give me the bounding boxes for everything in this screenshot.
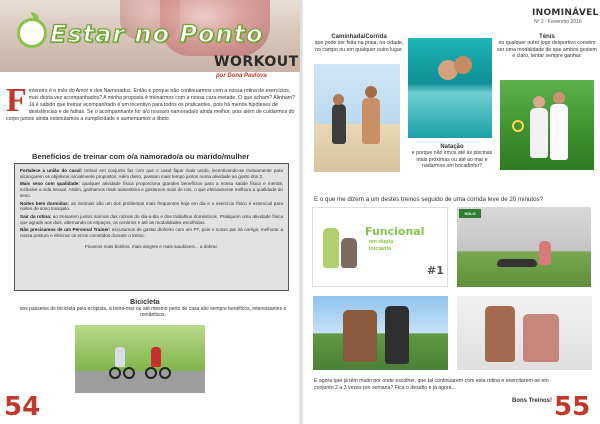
benefit-item bbox=[20, 168, 283, 179]
intro-paragraph-1: evereiro é o mês do Amor e dos Namorados. Então e porque não continuarmos com a nossa rotina de exercícios, mas desta vez acompanhados? A minha proposta é treinarmos com a nossa cara-metade. O que acham? Alinham? bbox=[28, 88, 295, 101]
tennis-text: ou qualquer outro jogo desportivo convém ser uma modalidade de que ambos gostem e claro, tentar sempre ganhar. bbox=[497, 40, 597, 60]
benefit-label: Mais sexo com qualidade: bbox=[20, 181, 80, 187]
exercise-figure bbox=[323, 228, 339, 268]
benefit-label: Fortalece a união do casal: bbox=[20, 168, 83, 173]
apple-icon bbox=[17, 18, 47, 48]
bicycle-title: Bicicleta bbox=[130, 297, 160, 306]
benefit-text: escusamos de gastar dinheiro com um PT, pois o nosso par irá corrigir, melhorar a nossa postura e eliminar os erros cometidos durante o treino. bbox=[20, 227, 284, 239]
functional-workout-graphic bbox=[312, 207, 448, 287]
benefit-text: qualquer atividade física proporciona grandes benefícios para a nossa saúde física e mental, inclusive a vida sexual. Assim, ganhamos mais autoestima e gostamos mais de nós, o que efetivamente melhora a qualidade do sexo. bbox=[20, 181, 283, 198]
tennis-player-head bbox=[533, 96, 545, 108]
solo-tag: SOLO bbox=[459, 209, 481, 218]
fitness-man bbox=[343, 310, 377, 362]
final-sign: Bons Treinos! bbox=[512, 398, 553, 404]
bike-wheel bbox=[123, 367, 135, 379]
benefit-item bbox=[20, 201, 283, 212]
running-photo bbox=[314, 64, 400, 172]
runner-head bbox=[333, 94, 344, 105]
swimming-text: e porque não irmos até às piscinas mais próximas ou até ao mar e nadarmos um bocadinho? bbox=[411, 150, 493, 170]
benefit-item bbox=[20, 214, 283, 225]
final-text: E agora que já têm muito por onde escolher, que tal continuarem com esta rotina e exercitarem-se em conjunto 2 a 3 vezes por semana? Fica o desafio e já agora... bbox=[314, 378, 549, 391]
fitness-woman bbox=[385, 306, 409, 364]
rider-1 bbox=[115, 347, 125, 367]
workout-question: E o que me dizem a um destes treinos seguido de uma corrida leve de 20 minutos? bbox=[314, 196, 544, 203]
bicycle-photo bbox=[75, 325, 205, 393]
runner-head bbox=[365, 86, 377, 98]
bike-wheel bbox=[159, 367, 171, 379]
benefit-text: as insónias são um dos problemas mais frequentes hoje em dia e o exercício físico é essencial para noites de sono tranquilo. bbox=[20, 200, 283, 212]
tennis-caption bbox=[496, 34, 598, 60]
functional-title: Funcional bbox=[365, 225, 425, 238]
section-title: Estar no Ponto bbox=[50, 20, 264, 48]
tennis-player-head bbox=[553, 92, 565, 104]
swimmer-head bbox=[454, 56, 472, 74]
page-number-left: 54 bbox=[4, 392, 41, 422]
walk-run-caption bbox=[314, 34, 404, 53]
benefits-title: Benefícios de treinar com o/a namorado/a ou marido/mulher bbox=[32, 152, 250, 161]
runner-man bbox=[362, 98, 380, 144]
swimming-caption bbox=[410, 144, 494, 170]
benefit-item bbox=[20, 227, 283, 238]
benefit-item bbox=[20, 181, 283, 198]
exercise-figure bbox=[523, 314, 559, 362]
runner-woman bbox=[332, 104, 346, 144]
tennis-player-1 bbox=[530, 108, 548, 158]
benefits-closing: Ficamos mais bonitos, mais alegres e mais saudáveis... a dobrar. bbox=[84, 243, 219, 249]
functional-subtitle-2: Iniciante bbox=[369, 246, 392, 252]
magazine-issue: Nº 2 · Fevereiro 2016 bbox=[534, 19, 582, 25]
swimming-title: Natação bbox=[440, 144, 464, 150]
exercise-figure bbox=[497, 259, 537, 267]
walk-run-text: que pode ser feita na praia, na cidade, no campo ou em qualquer outro lugar. bbox=[314, 40, 404, 53]
benefits-box bbox=[14, 163, 289, 291]
benefit-text: treinar em conjunto faz com que o casal fique mais unido, incentivando-se mutuamente para alcançarem os objetivos inicialmente propostos. Além disso, passam mais tempo juntos numa atividade ao gosto dos 2. bbox=[20, 168, 283, 179]
exercise-figure bbox=[485, 306, 515, 362]
page-number-right: 55 bbox=[554, 392, 591, 422]
squat-exercise-photo bbox=[457, 296, 592, 370]
magazine-brand: INOMINÁVEL bbox=[532, 8, 599, 18]
fitness-couple-photo bbox=[313, 296, 448, 370]
road bbox=[75, 371, 205, 393]
walk-run-title: Caminhada/Corrida bbox=[331, 34, 387, 40]
intro-paragraph-2: Já é sabido que treinar acompanhado é um incentivo para todos os praticantes, pois há menos hipóteses de desistências e de falhas. Se o acompanhante for a/o nossa/o namorada/o ainda melhor, pois além de cuidarmos do corpo juntos ainda estimulamos a cumplicidade e aumentamos a libido. bbox=[6, 102, 295, 122]
benefit-label: Sair da rotina: bbox=[20, 213, 52, 219]
tennis-racket-icon bbox=[512, 120, 524, 132]
bicycle-text: uns passeios de bicicleta pela ecopista, à beira-mar ou até mesmo perto de casa são sempre benéficos, interessantes e românticos. bbox=[19, 306, 287, 319]
byline: por Dona Pavlova bbox=[216, 73, 267, 79]
benefit-label: Não precisamos de um Personal Trainer: bbox=[20, 227, 111, 233]
couple-exercise-photo bbox=[457, 207, 591, 287]
section-subtitle: WORKOUT bbox=[214, 54, 299, 70]
intro-text bbox=[6, 82, 296, 124]
tennis-photo bbox=[500, 80, 594, 170]
swimming-photo bbox=[408, 38, 492, 138]
bike-wheel bbox=[145, 367, 157, 379]
benefit-text: ao treinarem juntos saímos das rotinas do dia-a-dia e dos trabalhos domésticos. Pratiquem uma atividade física que agrade aos dois, alternando os espaços, os cenários e até as modalidades escolhidas. bbox=[20, 213, 284, 225]
exercise-figure bbox=[341, 238, 357, 268]
tennis-player-2 bbox=[550, 104, 568, 160]
dropcap: F bbox=[6, 82, 27, 119]
tennis-title: Ténis bbox=[539, 34, 555, 40]
bike-wheel bbox=[109, 367, 121, 379]
rider-2 bbox=[151, 347, 161, 367]
functional-number: #1 bbox=[427, 264, 444, 277]
exercise-figure bbox=[539, 241, 551, 265]
functional-subtitle-1: em dupla bbox=[369, 239, 394, 245]
benefit-label: Noites bem dormidas: bbox=[20, 200, 70, 206]
